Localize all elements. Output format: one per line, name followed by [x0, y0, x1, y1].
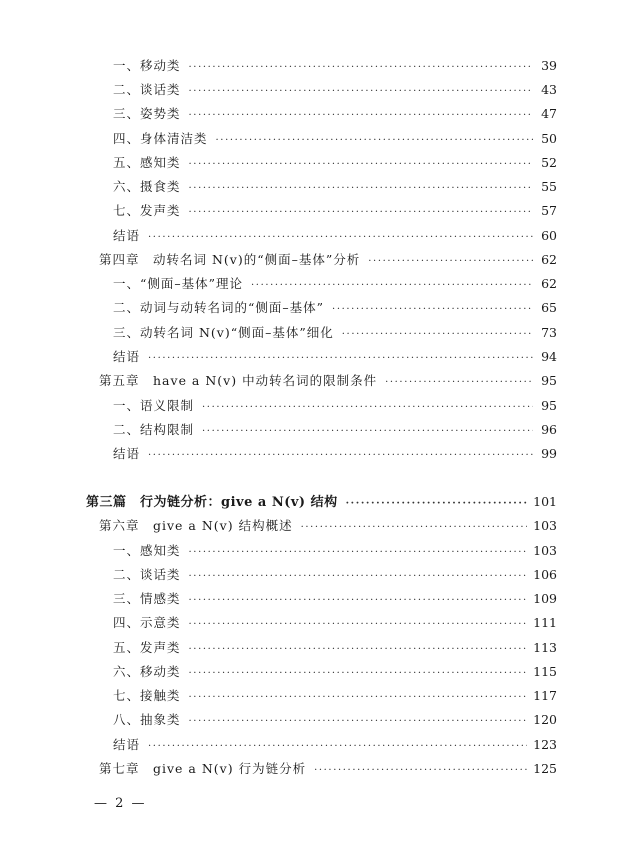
leader-dots — [189, 179, 533, 199]
leader-dots — [202, 398, 533, 418]
toc-entry-page: 120 — [533, 712, 557, 727]
toc-entry — [99, 250, 557, 270]
toc-entry — [113, 565, 557, 585]
toc-entry-label: 第七章 give a N(v) 行为链分析 — [99, 761, 307, 776]
toc-entry-page: 117 — [533, 688, 557, 703]
toc-entry-label: 三、情感类 — [113, 591, 181, 606]
toc-entry-label: 结语 — [113, 737, 141, 752]
toc-entry — [113, 735, 557, 755]
toc-entry-label: 六、摄食类 — [113, 179, 181, 194]
leader-dots — [189, 640, 528, 660]
toc-entry-page: 99 — [541, 446, 557, 461]
toc-entry-label: 一、语义限制 — [113, 398, 195, 413]
toc-entry-page: 60 — [541, 228, 557, 243]
leader-dots — [189, 82, 533, 102]
leader-dots — [148, 349, 533, 369]
toc-entry-label: 第四章 动转名词 N(v)的“侧面–基体”分析 — [99, 252, 361, 267]
toc-entry — [113, 347, 557, 367]
toc-entry-label: 一、“侧面–基体”理论 — [113, 276, 244, 291]
toc-entry — [99, 516, 557, 536]
leader-dots — [148, 446, 533, 466]
toc-entry — [113, 56, 557, 76]
leader-dots — [189, 712, 528, 732]
toc-entry-label: 一、移动类 — [113, 58, 181, 73]
toc-entry-page: 65 — [541, 300, 557, 315]
toc-entry — [113, 298, 557, 318]
leader-dots — [189, 664, 528, 684]
toc-entry — [113, 420, 557, 440]
leader-dots — [148, 228, 533, 248]
leader-dots — [216, 131, 533, 151]
toc-entry-label: 七、接触类 — [113, 688, 181, 703]
toc-entry — [113, 638, 557, 658]
toc-entry — [86, 492, 557, 512]
toc-entry-page: 96 — [541, 422, 557, 437]
toc-entry-label: 一、感知类 — [113, 543, 181, 558]
leader-dots — [189, 567, 528, 587]
leader-dots — [189, 106, 533, 126]
leader-dots — [148, 737, 527, 757]
toc-entry-page: 94 — [541, 349, 557, 364]
toc-entry-label: 五、发声类 — [113, 640, 181, 655]
toc-entry-page: 109 — [533, 591, 557, 606]
toc-entry-label: 二、结构限制 — [113, 422, 195, 437]
toc-entry-label: 二、谈话类 — [113, 82, 181, 97]
toc-entry — [113, 274, 557, 294]
leader-dots — [251, 276, 533, 296]
leader-dots — [189, 203, 533, 223]
toc-entry — [113, 589, 557, 609]
toc-entry-label: 结语 — [113, 228, 141, 243]
leader-dots — [189, 615, 528, 635]
leader-dots — [189, 688, 528, 708]
leader-dots — [385, 373, 533, 393]
toc-entry-label: 二、动词与动转名词的“侧面–基体” — [113, 300, 325, 315]
toc-entry-label: 四、示意类 — [113, 615, 181, 630]
toc-entry — [113, 177, 557, 197]
toc-entry-page: 57 — [541, 203, 557, 218]
toc-entry-page: 125 — [533, 761, 557, 776]
toc-entry-page: 106 — [533, 567, 557, 582]
leader-dots — [314, 761, 527, 781]
leader-dots — [342, 325, 533, 345]
toc-entry — [113, 226, 557, 246]
leader-dots — [301, 518, 528, 538]
toc-entry — [113, 541, 557, 561]
leader-dots — [202, 422, 533, 442]
page-number: — 2 — — [94, 796, 147, 811]
toc-entry — [113, 662, 557, 682]
toc-entry-page: 111 — [533, 615, 557, 630]
toc-entry — [113, 444, 557, 464]
leader-dots — [189, 58, 533, 78]
toc-entry — [113, 613, 557, 633]
toc-entry-page: 47 — [541, 106, 557, 121]
toc-entry-page: 43 — [541, 82, 557, 97]
leader-dots — [332, 300, 533, 320]
toc-entry — [113, 153, 557, 173]
leader-dots — [346, 494, 528, 514]
toc-entry — [113, 129, 557, 149]
toc-entry — [99, 759, 557, 779]
toc-entry-page: 39 — [541, 58, 557, 73]
toc-entry-label: 六、移动类 — [113, 664, 181, 679]
toc-entry — [113, 686, 557, 706]
toc-entry-label: 第三篇 行为链分析：give a N(v) 结构 — [86, 495, 338, 510]
toc-entry-label: 第五章 have a N(v) 中动转名词的限制条件 — [99, 373, 378, 388]
toc-entry-label: 八、抽象类 — [113, 712, 181, 727]
toc-entry-label: 三、姿势类 — [113, 106, 181, 121]
toc-entry-page: 103 — [533, 543, 557, 558]
toc-entry — [99, 371, 557, 391]
toc-entry-label: 结语 — [113, 446, 141, 461]
toc-entry — [113, 396, 557, 416]
leader-dots — [368, 252, 533, 272]
toc-entry-label: 结语 — [113, 349, 141, 364]
toc-entry-page: 103 — [533, 518, 557, 533]
toc-entry-page: 73 — [541, 325, 557, 340]
toc-entry-page: 123 — [533, 737, 557, 752]
toc-entry — [113, 104, 557, 124]
toc-entry-label: 五、感知类 — [113, 155, 181, 170]
toc-entry-label: 三、动转名词 N(v)“侧面–基体”细化 — [113, 325, 334, 340]
toc-entry-label: 四、身体清洁类 — [113, 131, 208, 146]
toc-entry-label: 第六章 give a N(v) 结构概述 — [99, 518, 293, 533]
toc-entry — [113, 710, 557, 730]
leader-dots — [189, 543, 528, 563]
toc-entry-label: 二、谈话类 — [113, 567, 181, 582]
toc-entry — [113, 80, 557, 100]
toc-entry-page: 113 — [533, 640, 557, 655]
toc-entry-page: 55 — [541, 179, 557, 194]
toc-entry-page: 62 — [541, 252, 557, 267]
toc-entry — [113, 323, 557, 343]
toc-entry-label: 七、发声类 — [113, 203, 181, 218]
toc-entry-page: 52 — [541, 155, 557, 170]
toc-entry-page: 115 — [533, 664, 557, 679]
leader-dots — [189, 155, 533, 175]
toc-entry-page: 95 — [541, 373, 557, 388]
toc-entry-page: 101 — [533, 494, 557, 509]
toc-entry-page: 50 — [541, 131, 557, 146]
leader-dots — [189, 591, 528, 611]
toc-entry-page: 62 — [541, 276, 557, 291]
toc-entry — [113, 201, 557, 221]
toc-entry-page: 95 — [541, 398, 557, 413]
